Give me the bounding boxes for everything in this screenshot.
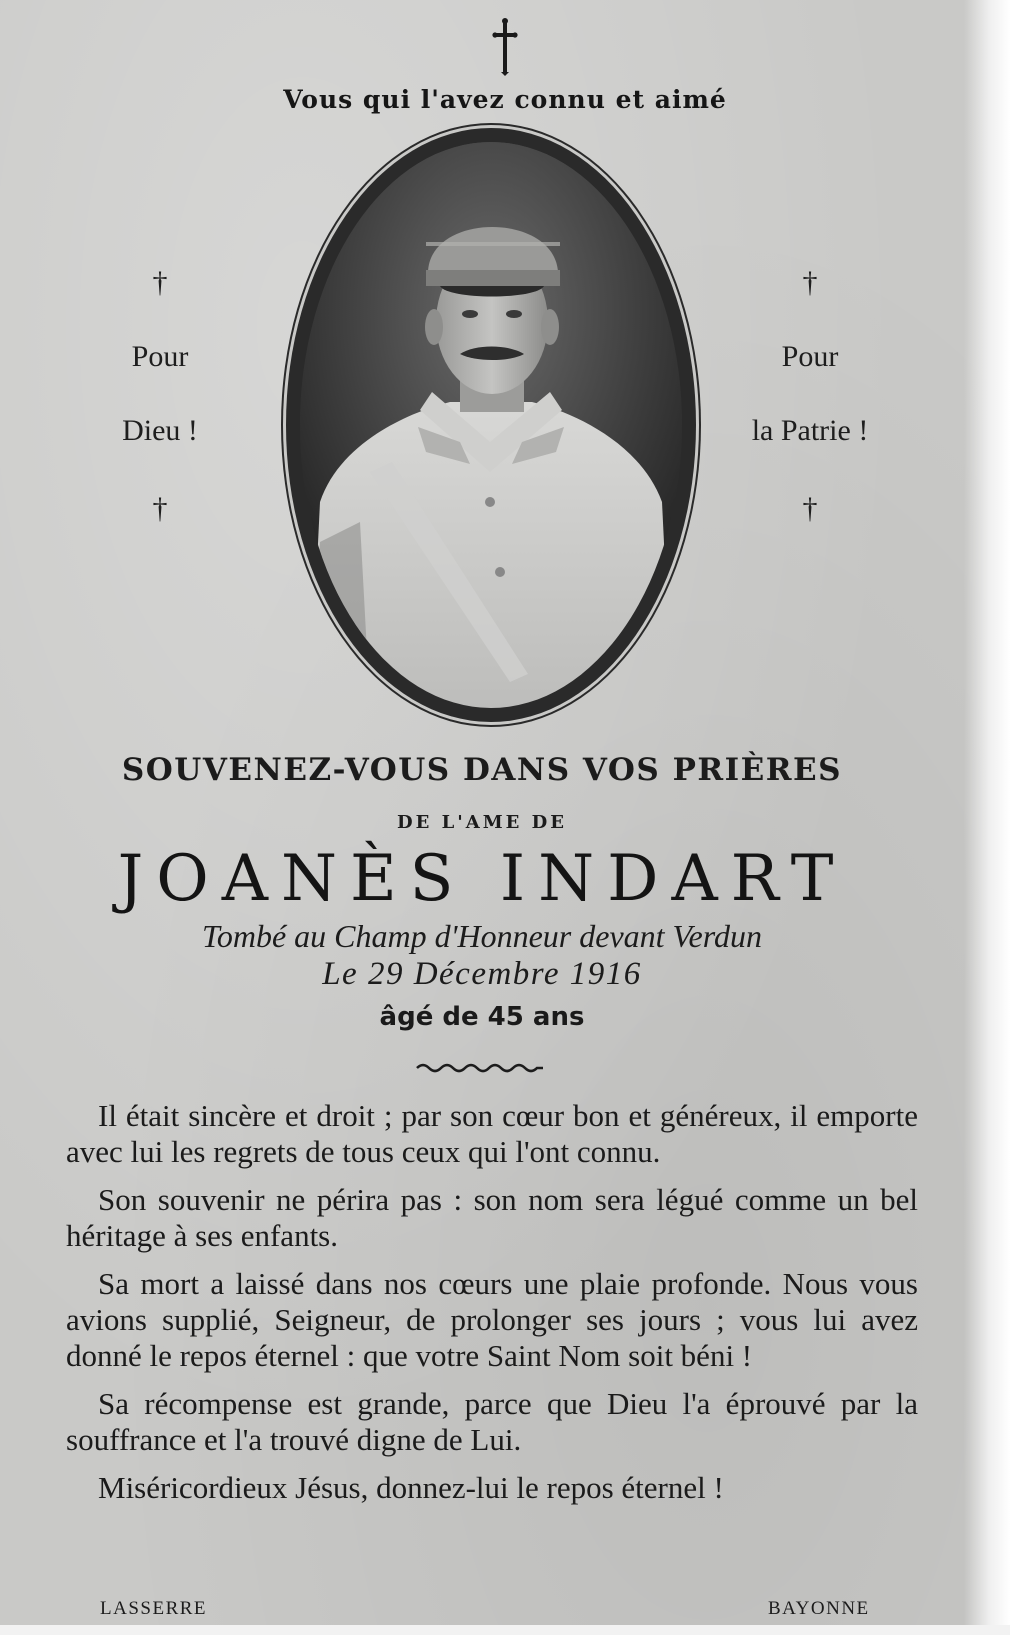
paper-edge — [964, 0, 1010, 1635]
deceased-name: JOANÈS INDART — [117, 842, 847, 916]
paragraph: Son souvenir ne périra pas : son nom sera légué comme un bel héritage à ses enfants. — [66, 1182, 918, 1253]
right-motto — [710, 268, 910, 526]
cross-icon — [0, 18, 1010, 80]
paragraph: Il était sincère et droit ; par son cœur bon et généreux, il emporte avec lui les regrets de tous ceux qui l'ont connu. — [66, 1098, 918, 1169]
printer-name: LASSERRE — [100, 1598, 208, 1619]
small-cross-icon: † — [802, 492, 818, 525]
soldier-portrait-icon — [300, 142, 682, 708]
remember-line: SOUVENEZ-VOUS DANS VOS PRIÈRES — [121, 752, 843, 788]
date-line: Le 29 Décembre 1916 — [322, 956, 642, 992]
left-motto — [95, 268, 225, 526]
paragraph: Miséricordieux Jésus, donnez-lui le repos éternel ! — [98, 1470, 724, 1505]
small-cross-icon: † — [802, 266, 818, 299]
right-motto-line2: la Patrie ! — [751, 414, 869, 447]
memorial-text — [66, 1098, 918, 1518]
right-motto-line1: Pour — [781, 340, 839, 373]
paragraph: Sa mort a laissé dans nos cœurs une plaie profonde. Nous vous avions supplié, Seigneur, de prolonger ses jours ; vous lui avez donné le repos éternel : que votre Saint Nom soit béni ! — [66, 1266, 918, 1373]
paper-edge-bottom — [0, 1625, 1010, 1635]
printer-city: BAYONNE — [768, 1598, 870, 1619]
opening-line: Vous qui l'avez connu et aimé — [283, 85, 727, 114]
portrait-photo — [300, 142, 682, 708]
portrait-frame — [286, 128, 696, 722]
fell-line: Tombé au Champ d'Honneur devant Verdun — [202, 918, 762, 954]
small-cross-icon: † — [152, 266, 168, 299]
small-cross-icon: † — [152, 492, 168, 525]
age-line: âgé de 45 ans — [379, 1002, 585, 1032]
flourish-ornament-icon — [415, 1060, 545, 1076]
left-motto-line2: Dieu ! — [122, 414, 198, 447]
paragraph: Sa récompense est grande, parce que Dieu l'a éprouvé par la souffrance et l'a trouvé digne de Lui. — [66, 1386, 918, 1457]
soul-line: DE L'AME DE — [397, 812, 567, 833]
left-motto-line1: Pour — [131, 340, 189, 373]
